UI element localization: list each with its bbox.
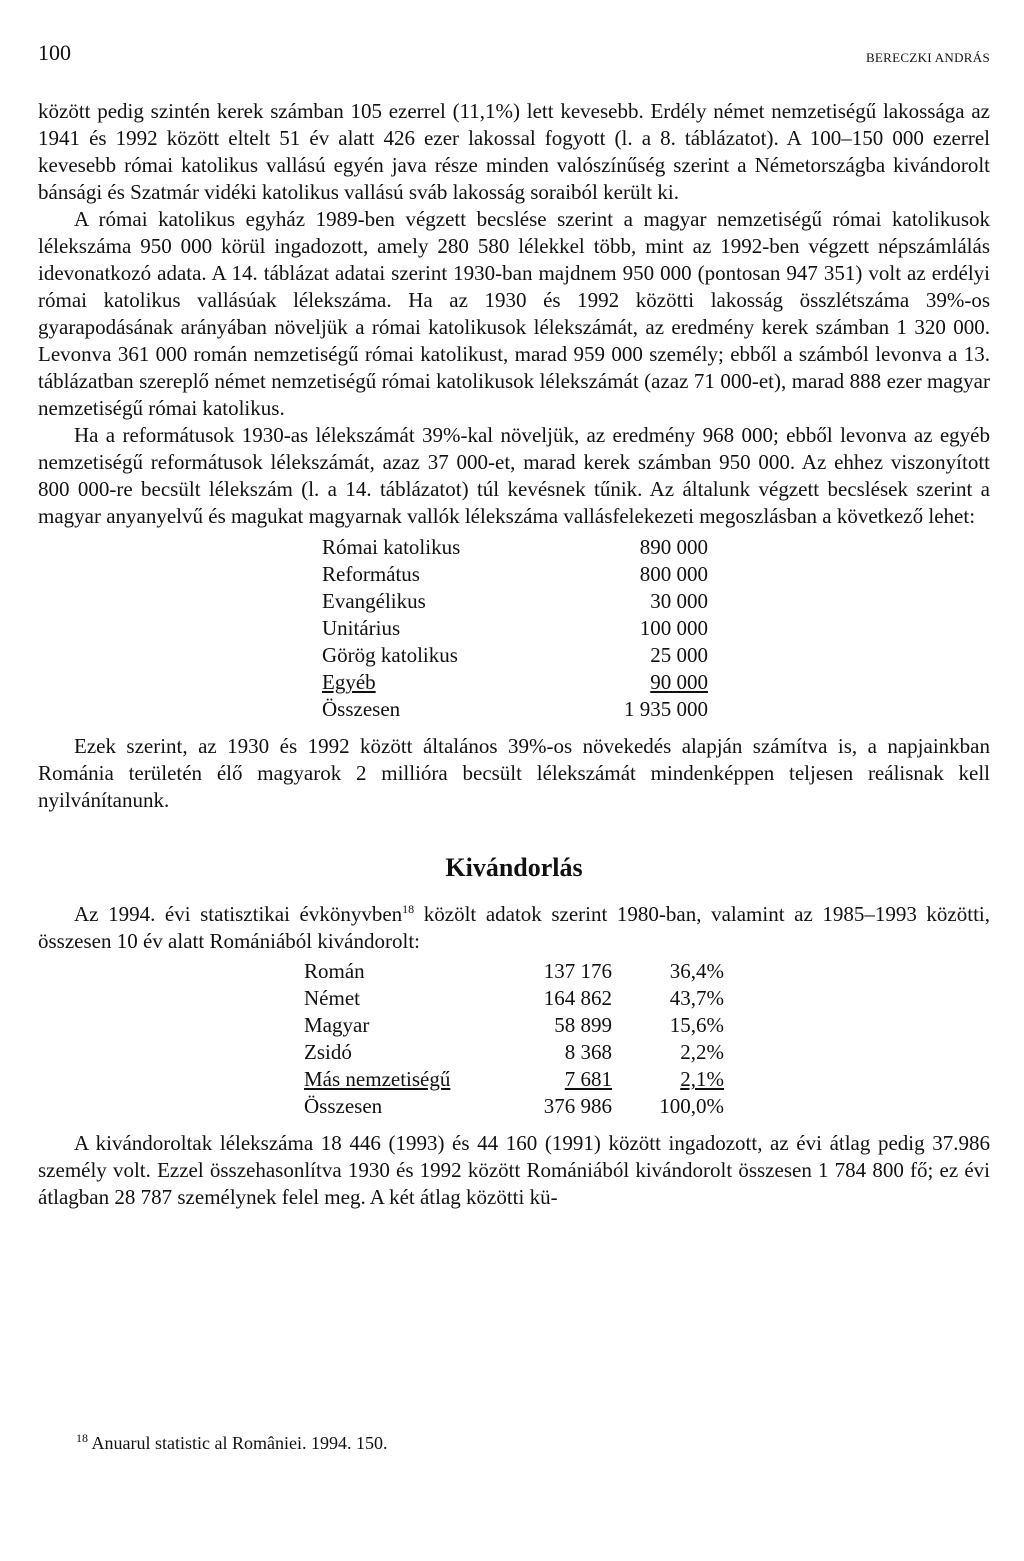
table-row: [304, 985, 724, 1012]
section-title: Kivándorlás: [445, 853, 583, 882]
religion-value: 100 000: [639, 616, 708, 640]
religion-value: 800 000: [639, 562, 708, 586]
religion-label: Görög katolikus: [322, 643, 458, 667]
religion-value: 25 000: [650, 643, 708, 667]
religion-table: [322, 534, 708, 723]
emigrant-percent: 36,4%: [669, 959, 724, 983]
paragraph-5-text: Az 1994. évi statisztikai évkönyvben: [74, 902, 403, 926]
table-row: [304, 1039, 724, 1066]
body-text: [38, 98, 990, 1211]
emigrant-count: 8 368: [564, 1040, 612, 1064]
emigrant-count: 137 176: [543, 959, 612, 983]
emigration-total-count: 376 986: [543, 1094, 612, 1118]
footnote-number: 18: [76, 1431, 88, 1445]
table-row: [322, 642, 708, 669]
religion-label: Unitárius: [322, 616, 401, 640]
religion-label: Egyéb: [322, 670, 376, 694]
religion-label: Református: [322, 562, 420, 586]
table-row: [304, 958, 724, 985]
emigrant-percent: 43,7%: [669, 986, 724, 1010]
religion-total-label: Összesen: [322, 697, 401, 721]
paragraph-5-text-cont: közölt adatok szerint 1980-ban, valamint az 1985–1993 közötti, összesen 10 év alatt Romániából kivándorolt:: [38, 902, 990, 953]
religion-value: 890 000: [639, 535, 708, 559]
emigration-table: [304, 958, 724, 1120]
nationality-label: Zsidó: [304, 1040, 352, 1064]
footnote-text: Anuarul statistic al României. 1994. 150.: [88, 1433, 388, 1453]
religion-label: Római katolikus: [322, 535, 461, 559]
paragraph-2: A római katolikus egyház 1989-ben végzett becslése szerint a magyar nemzetiségű római katolikusok lélekszáma 950 000 körül ingadozott, amely 280 580 lélekkel több, mint az 1992-ben végzett népszámlálás idevonatkozó adata. A 14. táblázat adatai szerint 1930-ban majdnem 950 000 (pontosan 947 351) volt az erdélyi római katolikus vallásúak lélekszáma. Ha az 1930 és 1992 közötti lakosság összlétszáma 39%-os gyarapodásának arányában növeljük a római katolikusok lélekszámát, az eredmény kerek számban 1 320 000. Levonva 361 000 román nemzetiségű római katolikust, marad 959 000 személy; ebből a számból levonva a 13. táblázatban szereplő német nemzetiségű római katolikusok lélekszámát (azaz 71 000-et), marad 888 ezer magyar nemzetiségű római katolikus.: [38, 207, 990, 420]
page-number: 100: [38, 40, 71, 65]
table-row: [322, 534, 708, 561]
nationality-label: Román: [304, 959, 365, 983]
emigration-total-percent: 100,0%: [659, 1094, 724, 1118]
table-total-row: [304, 1093, 724, 1120]
emigrant-count: 164 862: [543, 986, 612, 1010]
nationality-label: Más nemzetiségű: [304, 1067, 451, 1091]
table-row: [304, 1012, 724, 1039]
nationality-label: Német: [304, 986, 360, 1010]
table-row: [304, 1066, 724, 1093]
emigrant-percent: 2,1%: [680, 1067, 724, 1091]
religion-value: 90 000: [650, 670, 708, 694]
religion-value: 30 000: [650, 589, 708, 613]
paragraph-4: Ezek szerint, az 1930 és 1992 között általános 39%-os növekedés alapján számítva is, a napjainkban Románia területén élő magyarok 2 millióra becsült lélekszámát mindenképpen teljesen reálisnak kell nyilvánítanunk.: [38, 734, 990, 812]
paragraph-5: [38, 901, 990, 955]
emigration-total-label: Összesen: [304, 1094, 383, 1118]
table-row: [322, 561, 708, 588]
emigrant-percent: 2,2%: [680, 1040, 724, 1064]
table-total-row: [322, 696, 708, 723]
nationality-label: Magyar: [304, 1013, 370, 1037]
running-header-author: BERECZKI ANDRÁS: [865, 50, 990, 65]
footnote: [76, 1433, 387, 1454]
religion-label: Evangélikus: [322, 589, 426, 613]
religion-total-value: 1 935 000: [624, 697, 708, 721]
paragraph-6: A kivándoroltak lélekszáma 18 446 (1993) és 44 160 (1991) között ingadozott, az évi átlag pedig 37.986 személy volt. Ezzel összehasonlítva 1930 és 1992 között Romániából kivándorolt összesen 1 784 800 fő; ez évi átlagban 28 787 személynek felel meg. A két átlag közötti kü-: [38, 1131, 990, 1209]
emigrant-count: 58 899: [554, 1013, 612, 1037]
emigrant-count: 7 681: [564, 1067, 612, 1091]
table-row: [322, 669, 708, 696]
paragraph-3: Ha a reformátusok 1930-as lélekszámát 39%-kal növeljük, az eredmény 968 000; ebből levonva az egyéb nemzetiségű reformátusok lélekszámát, azaz 37 000-et, marad kerek számban 950 000. Az ehhez viszonyított 800 000-re becsült lélekszám (l. a 14. táblázatot) túl kevésnek tűnik. Az általunk végzett becslések szerint a magyar anyanyelvű és magukat magyarnak vallók lélekszáma vallásfelekezeti megoszlásban a következő lehet:: [38, 423, 990, 528]
footnote-reference: 18: [402, 902, 415, 916]
table-row: [322, 588, 708, 615]
table-row: [322, 615, 708, 642]
paragraph-1: között pedig szintén kerek számban 105 ezerrel (11,1%) lett kevesebb. Erdély német nemzetiségű lakossága az 1941 és 1992 között eltelt 51 év alatt 426 ezer lakossal fogyott (l. a 8. táblázatot). A 100–150 000 ezerrel kevesebb római katolikus vallású egyén java része minden valószínűség szerint a Németországba kivándorolt bánsági és Szatmár vidéki katolikus vallású sváb lakosság soraiból került ki.: [38, 99, 990, 204]
emigrant-percent: 15,6%: [669, 1013, 724, 1037]
